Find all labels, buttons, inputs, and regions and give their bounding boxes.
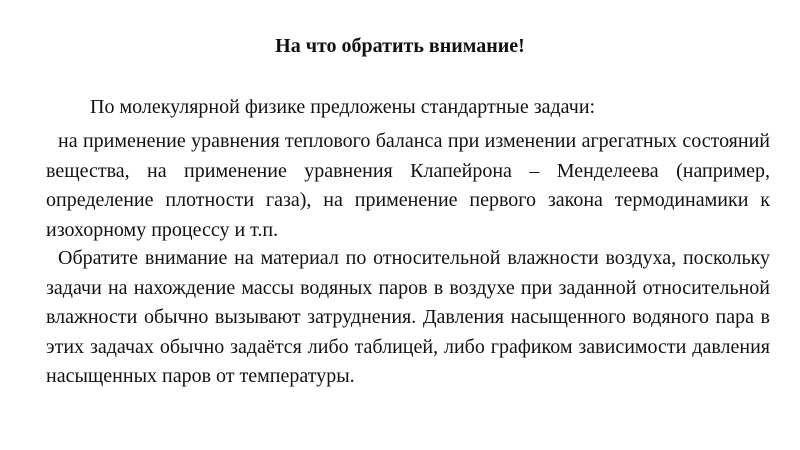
slide-title: На что обратить внимание! [275,35,525,57]
paragraph-humidity-note: Обратите внимание на материал по относительной влажности воздуха, поскольку задачи на нахождение массы водяных паров в воздухе при заданной относительной влажности обычно вызывают затруднения. Давления насыщенного водяного пара в этих задачах обычно задаётся либо таблицей, либо графиком зависимости давления насыщенных паров от температуры. [46,247,770,387]
paragraph-standard-tasks: на применение уравнения теплового баланса при изменении агрегатных состояний вещества, на применение уравнения Клапейрона – Менделеева (например, определение плотности газа), на применение первого закона термодинамики к изохорному процессу и т.п. [46,130,770,241]
intro-line: По молекулярной физике предложены стандартные задачи: [90,96,596,118]
